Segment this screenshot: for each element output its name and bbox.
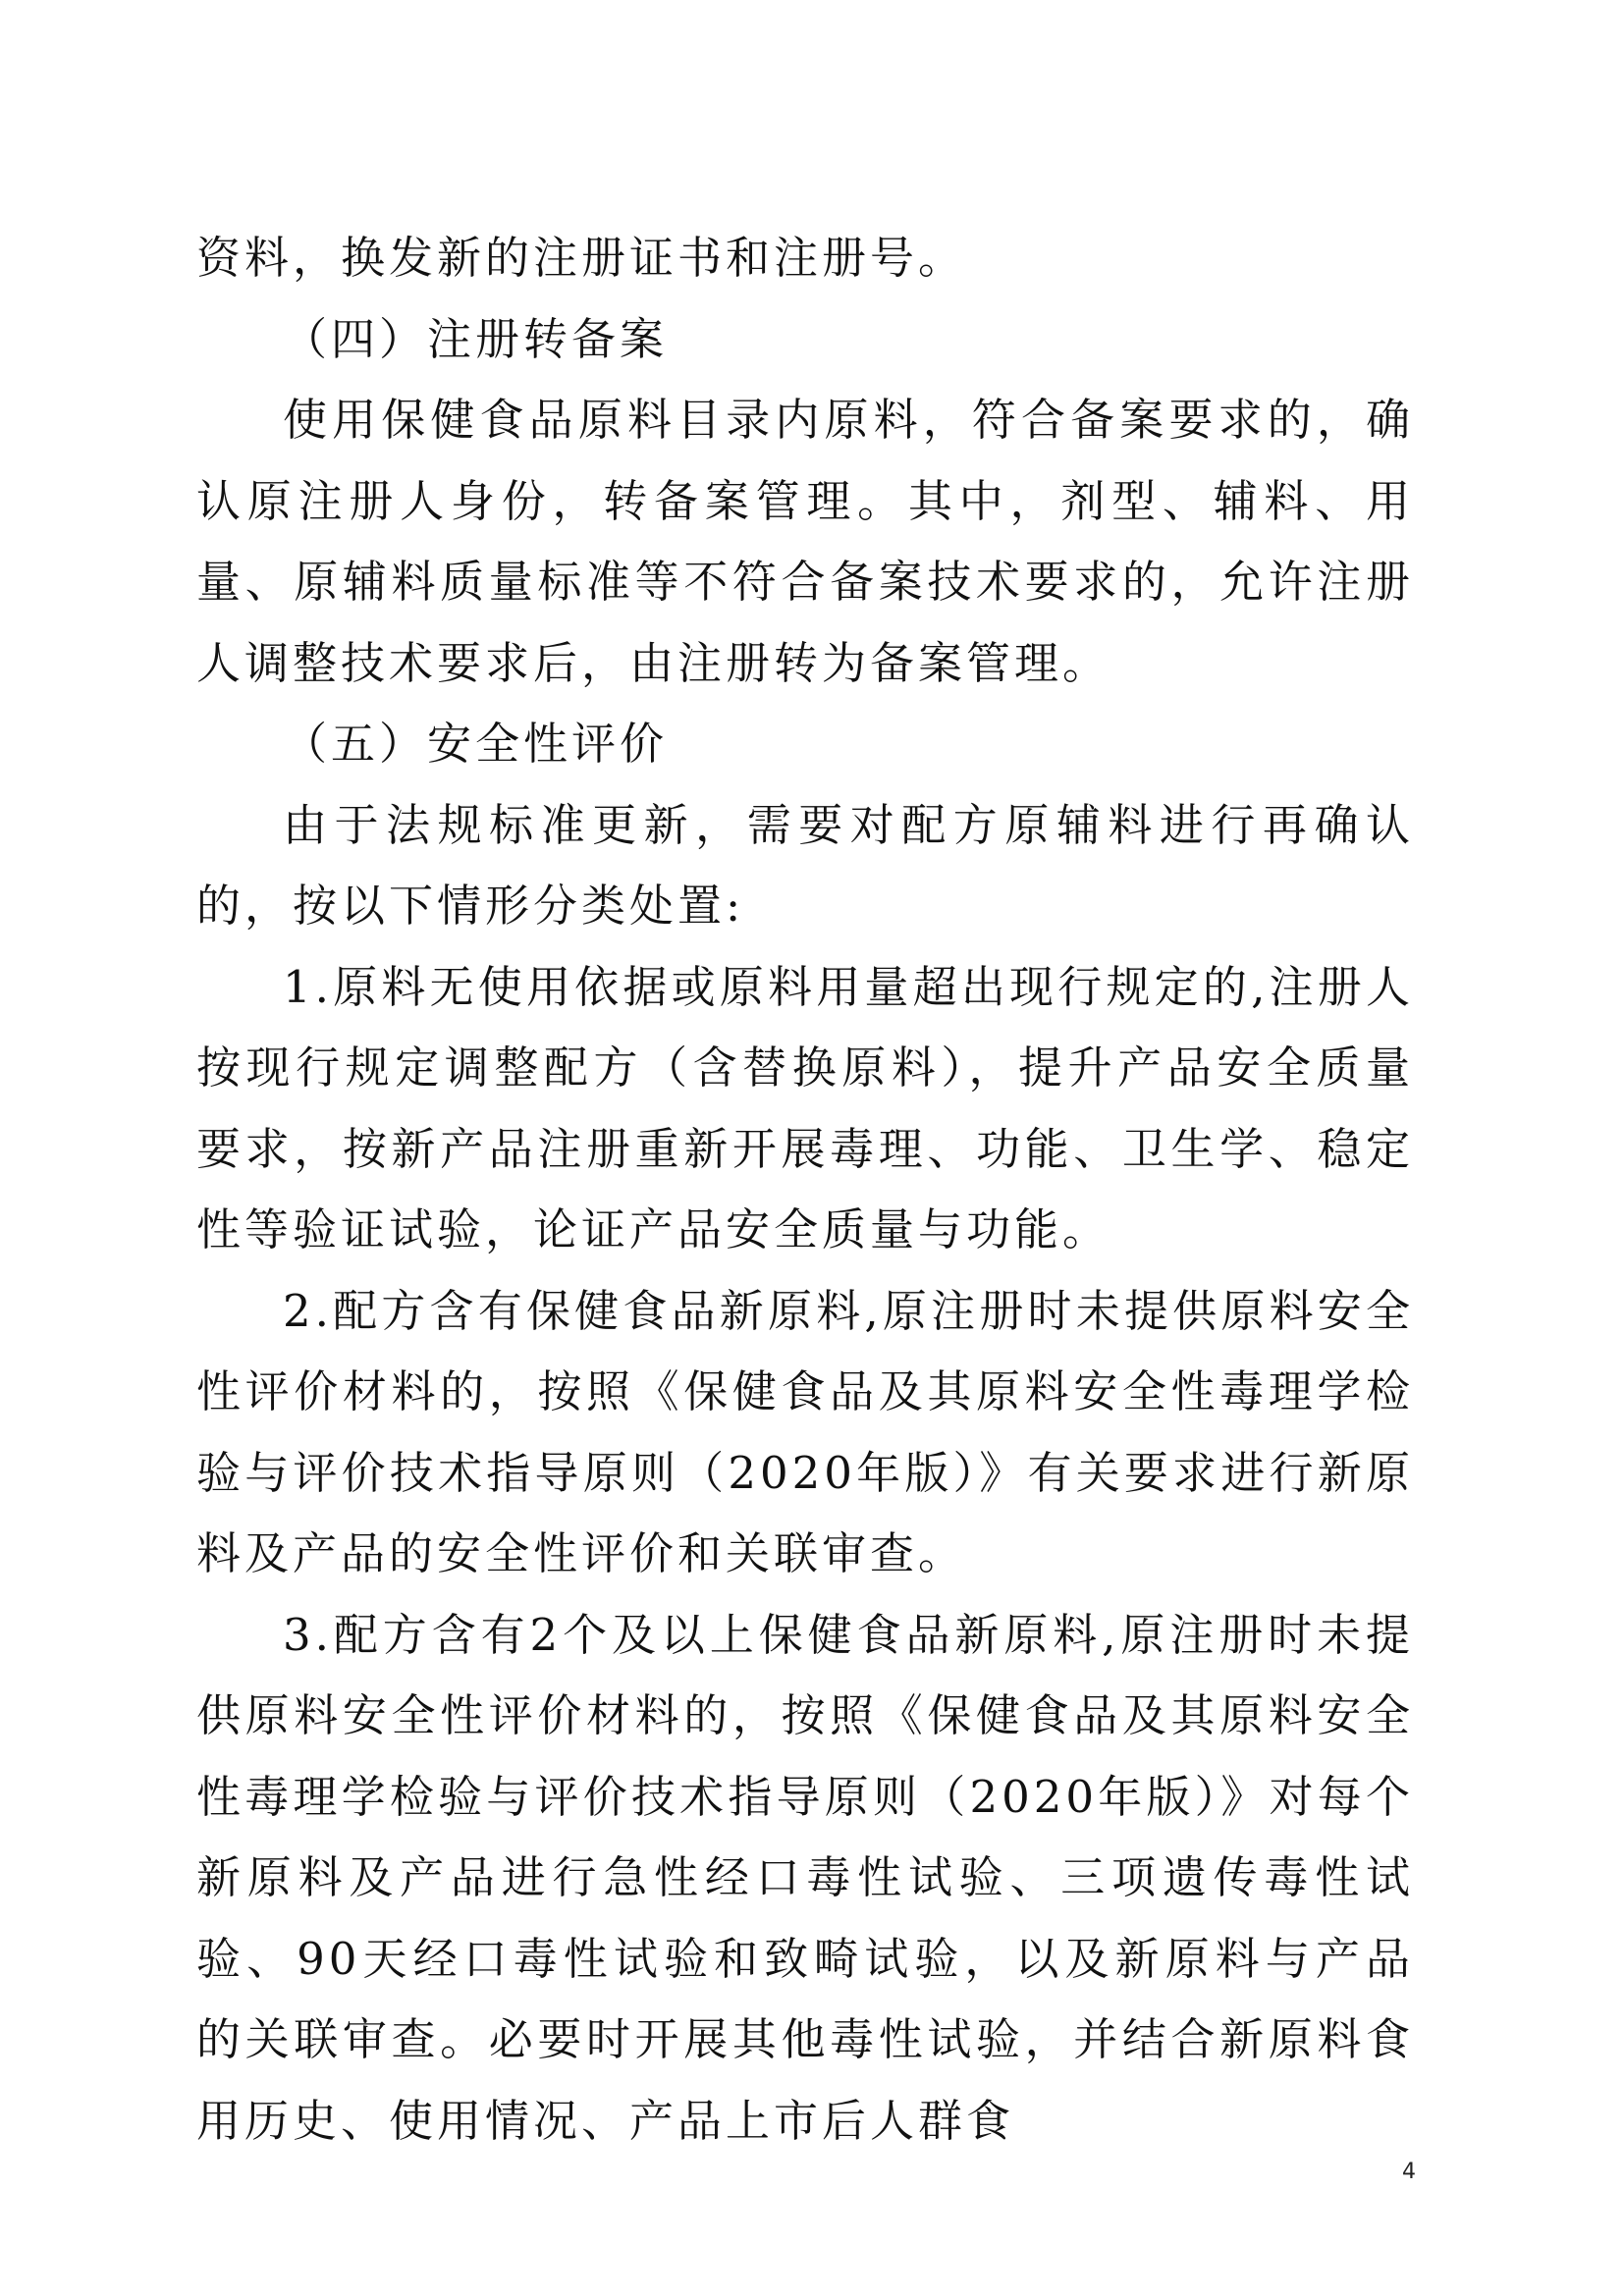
section-heading-4: （四）注册转备案 <box>283 312 669 365</box>
list-item-1: 1.原料无使用依据或原料用量超出现行规定的,注册人按现行规定调整配方（含替换原料），提升产品安全质量要求，按新产品注册重新开展毒理、功能、卫生学、稳定性等验证试验，论证产品安全质量与功能。 <box>196 960 1414 1255</box>
paragraph: 使用保健食品原料目录内原料，符合备案要求的，确认原注册人身份，转备案管理。其中，剂型、辅料、用量、原辅料质量标准等不符合备案技术要求的，允许注册人调整技术要求后，由注册转为备案管理。 <box>196 394 1414 689</box>
list-item-2: 2.配方含有保健食品新原料,原注册时未提供原料安全性评价材料的，按照《保健食品及其原料安全性毒理学检验与评价技术指导原则（2020年版）》有关要求进行新原料及产品的安全性评价和关联审查。 <box>196 1284 1414 1579</box>
document-body <box>196 218 1414 2162</box>
page-number: 4 <box>1402 2160 1416 2184</box>
section-heading-5: （五）安全性评价 <box>283 718 669 770</box>
list-item-3: 3.配方含有2个及以上保健食品新原料,原注册时未提供原料安全性评价材料的，按照《保健食品及其原料安全性毒理学检验与评价技术指导原则（2020年版）》对每个新原料及产品进行急性经口毒性试验、三项遗传毒性试验、90天经口毒性试验和致畸试验，以及新原料与产品的关联审查。必要时开展其他毒性试验，并结合新原料食用历史、使用情况、产品上市后人群食 <box>196 1608 1414 2147</box>
paragraph: 由于法规标准更新，需要对配方原辅料进行再确认的，按以下情形分类处置: <box>196 798 1414 932</box>
paragraph-continuation: 资料，换发新的注册证书和注册号。 <box>196 232 967 284</box>
